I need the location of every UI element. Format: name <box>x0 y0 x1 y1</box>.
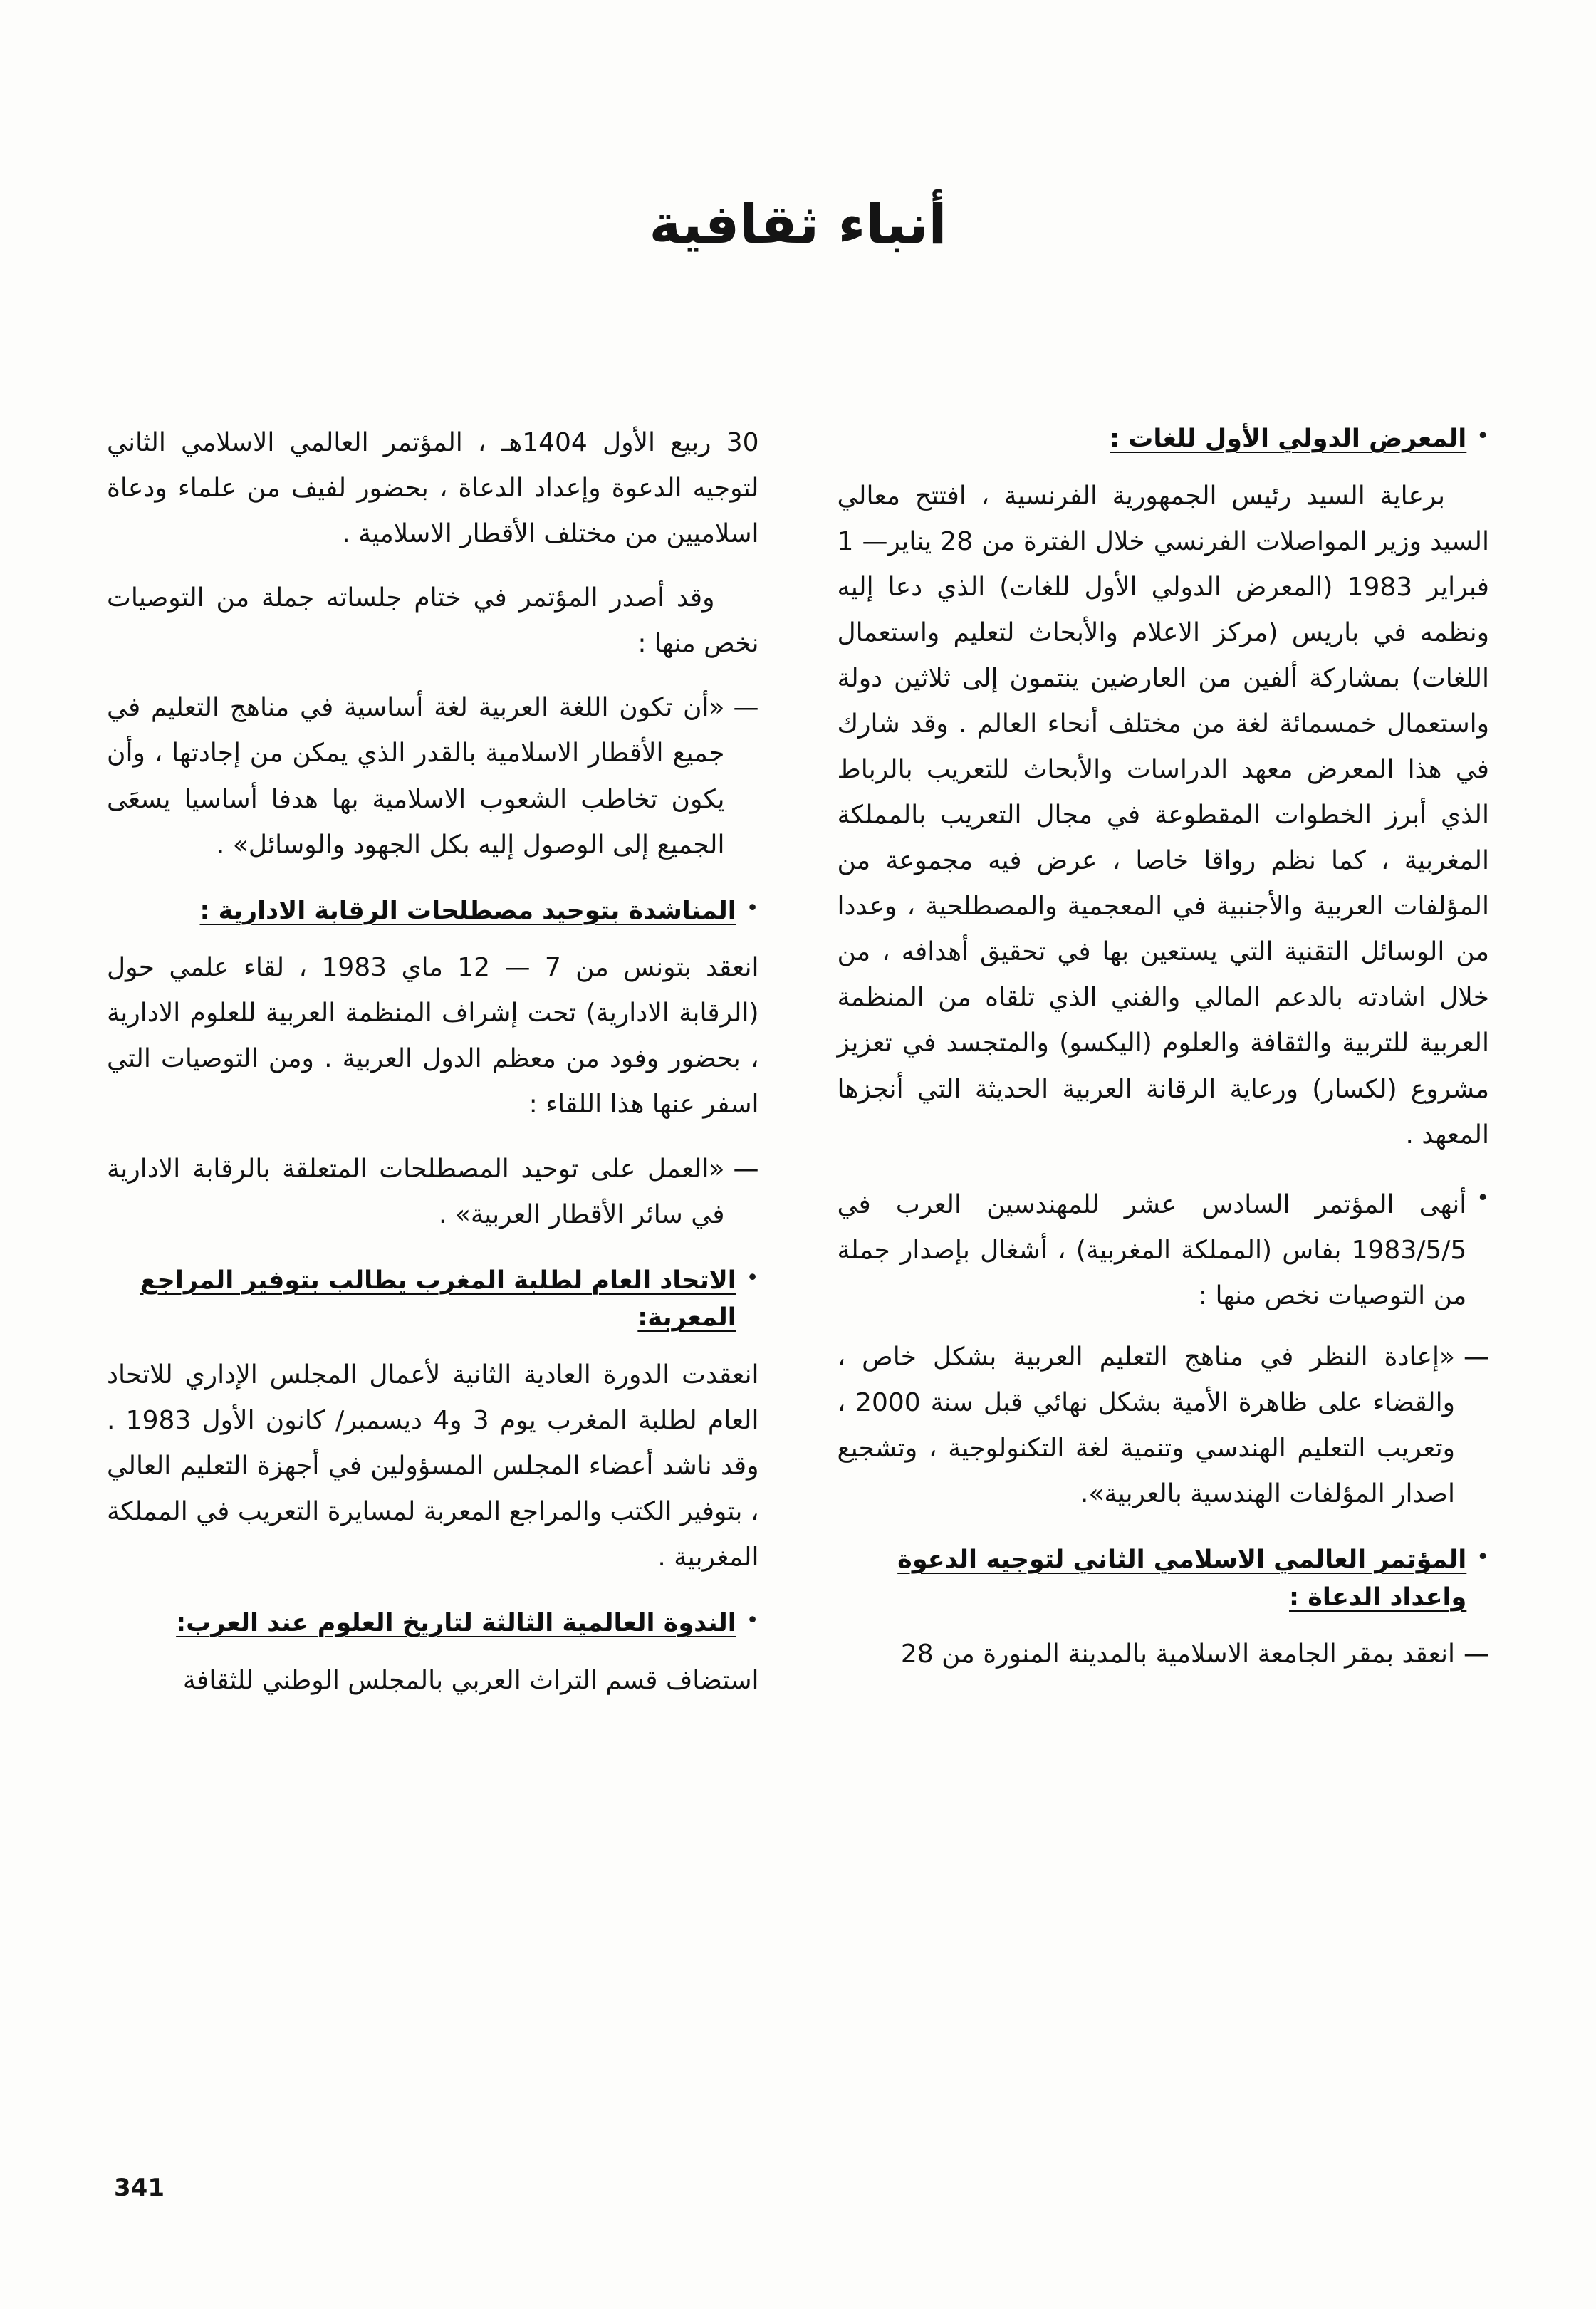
section-heading <box>107 892 759 930</box>
paragraph-dashed <box>107 1147 759 1238</box>
paragraph: برعاية السيد رئيس الجمهورية الفرنسية ، افتتح معالي السيد وزير المواصلات الفرنسي خلال الفترة من 28 يناير— 1 فبراير 1983 (المعرض الدولي الأول للغات) الذي دعا إليه ونظمه في باريس (مركز الاعلام والأبحاث لتعليم واستعمال اللغات) بمشاركة ألفين من العارضين ينتمون إلى ثلاثين دولة واستعمال خمسمائة لغة من مختلف أنحاء العالم . وقد شارك في هذا المعرض معهد الدراسات والأبحاث للتعريب بالرباط الذي أبرز الخطوات المقطوعة في مجال التعريب بالمملكة المغربية ، كما نظم رواقا خاصا ، عرض فيه مجموعة من المؤلفات العربية والأجنبية في المعجمية والمصطلحية ، وعددا من الوسائل التقنية التي يستعين بها في تحقيق أهدافه ، من خلال اشادته بالدعم المالي والفني الذي تلقاه من المنظمة العربية للتربية والثقافة والعلوم (اليكسو) والمتجسد في تعزيز مشروع (لكسار) ورعاية الرقانة العربية الحديثة التي أنجزها المعهد . <box>837 481 1490 1150</box>
section-heading-label: الاتحاد العام لطلبة المغرب يطالب بتوفير المراجع المعربة: <box>140 1266 736 1333</box>
section-heading <box>838 1541 1490 1616</box>
paragraph: انعقد بتونس من 7 — 12 ماي 1983 ، لقاء علمي حول (الرقابة الادارية) تحت إشراف المنظمة العربية للعلوم الادارية ، بحضور وفود من معظم الدول العربية . ومن التوصيات التي اسفر عنها هذا اللقاء : <box>107 953 759 1120</box>
left-column <box>107 420 759 1728</box>
section-heading-label: المناشدة بتوحيد مصطلحات الرقابة الادارية : <box>199 896 736 925</box>
section-heading <box>107 1605 759 1642</box>
paragraph: «أن تكون اللغة العربية لغة أساسية في مناهج التعليم في جميع الأقطار الاسلامية بالقدر الذي يمكن من إجادتها ، وأن يكون تخاطب الشعوب الاسلامية بها هدفا أساسيا يسعَى الجميع إلى الوصول إليه بكل الجهود والوسائل» . <box>107 693 725 860</box>
paragraph: وقد أصدر المؤتمر في ختام جلساته جملة من التوصيات نخص منها : <box>107 583 759 659</box>
dash-icon: — <box>1464 1342 1489 1372</box>
paragraph: انعقد بمقر الجامعة الاسلامية بالمدينة المنورة من 28 <box>900 1640 1455 1669</box>
dash-icon: — <box>1464 1640 1489 1669</box>
dash-icon: — <box>733 1154 759 1184</box>
article-block <box>838 1182 1490 1518</box>
article-block <box>107 892 759 1238</box>
paragraph: 30 ربيع الأول 1404هـ ، المؤتمر العالمي الاسلامي الثاني لتوجيه الدعوة وإعداد الدعاة ، بحضور لفيف من علماء ودعاة اسلاميين من مختلف الأقطار الاسلامية . <box>107 428 759 549</box>
paragraph-dashed <box>107 685 759 867</box>
bullet-icon: • <box>1476 424 1489 449</box>
paragraph: استضاف قسم التراث العربي بالمجلس الوطني للثقافة <box>182 1665 759 1695</box>
dash-icon: — <box>733 693 759 723</box>
bullet-icon: • <box>746 895 759 921</box>
section-heading-label: الندوة العالمية الثالثة لتاريخ العلوم عند العرب: <box>176 1609 736 1638</box>
article-block <box>107 1262 759 1580</box>
article-block <box>107 420 759 868</box>
bullet-icon: • <box>1476 1185 1489 1211</box>
right-column <box>838 420 1490 1728</box>
article-block <box>107 1605 759 1704</box>
section-heading <box>107 1262 759 1337</box>
section-heading <box>838 420 1490 458</box>
bullet-icon: • <box>746 1608 759 1634</box>
paragraph: أنهى المؤتمر السادس عشر للمهندسين العرب في 1983/5/5 بفاس (المملكة المغربية) ، أشغال بإصدار جملة من التوصيات نخص منها : <box>837 1189 1467 1310</box>
paragraph: انعقدت الدورة العادية الثانية لأعمال المجلس الإداري للاتحاد العام لطلبة المغرب يوم 3 و4 ديسمبر/ كانون الأول 1983 . وقد ناشد أعضاء المجلس المسؤولين في أجهزة التعليم العالي ، بتوفير الكتب والمراجع المعربة لمسايرة التعريب في المملكة المغربية . <box>107 1360 759 1572</box>
page-number: 341 <box>114 2174 165 2202</box>
two-column-body <box>107 420 1489 1728</box>
page-title: أنباء ثقافية <box>649 192 947 256</box>
article-block <box>838 1541 1490 1677</box>
section-heading-label: المؤتمر العالمي الاسلامي الثاني لتوجيه الدعوة واعداد الدعاة : <box>897 1546 1467 1612</box>
bullet-icon: • <box>1476 1545 1489 1570</box>
paragraph-dashed <box>838 1632 1490 1677</box>
bulleted-paragraph <box>838 1182 1490 1319</box>
bullet-icon: • <box>746 1265 759 1291</box>
paragraph-dashed <box>838 1335 1490 1517</box>
article-block <box>838 420 1490 1158</box>
section-heading-label: المعرض الدولي الأول للغات : <box>1110 424 1467 453</box>
paragraph: «إعادة النظر في مناهج التعليم العربية بشكل خاص ، والقضاء على ظاهرة الأمية بشكل نهائي قبل سنة 2000 ، وتعريب التعليم الهندسي وتنمية لغة التكنولوجية ، وتشجيع اصدار المؤلفات الهندسية بالعربية». <box>837 1342 1455 1509</box>
paragraph: «العمل على توحيد المصطلحات المتعلقة بالرقابة الادارية في سائر الأقطار العربية» . <box>107 1154 725 1229</box>
